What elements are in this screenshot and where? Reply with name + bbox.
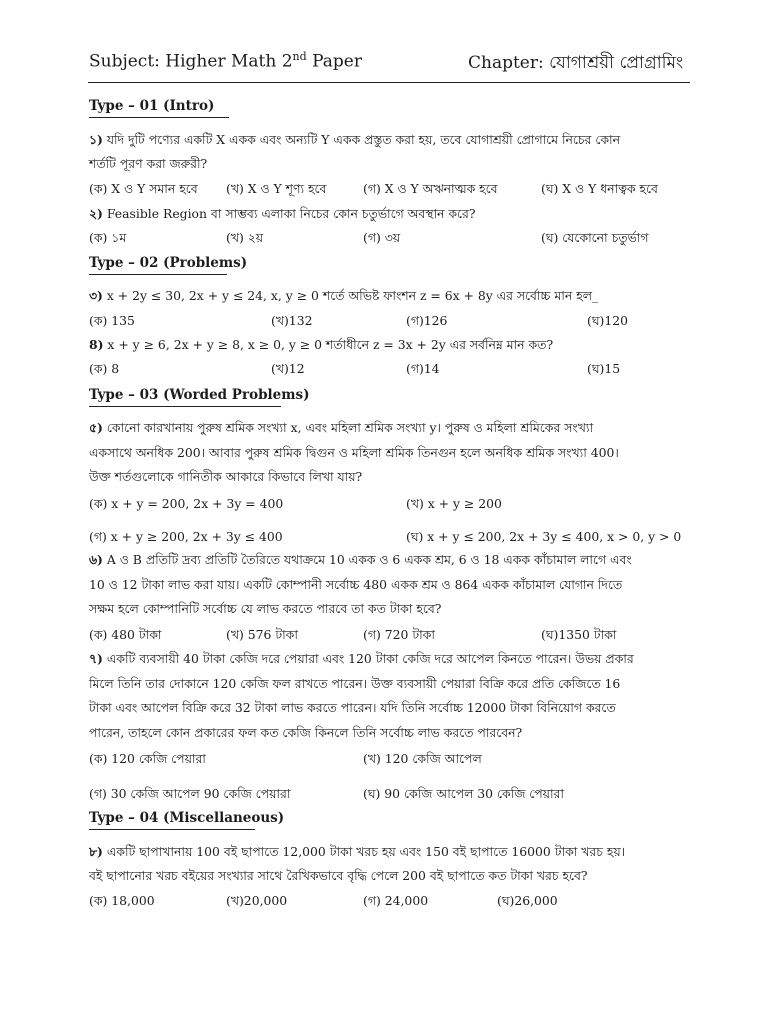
- question-8-option-c[interactable]: (গ) 24,000: [363, 893, 429, 908]
- question-2-number: ২): [89, 206, 103, 221]
- subject-superscript: nd: [292, 50, 307, 63]
- question-2-option-c[interactable]: (গ) ৩য়: [363, 230, 401, 245]
- question-2-option-b[interactable]: (খ) ২য়: [226, 230, 264, 245]
- question-6-option-d[interactable]: (ঘ)1350 টাকা: [541, 627, 617, 642]
- question-7-line-3: টাকা এবং আপেল বিক্রি করে 32 টাকা লাভ করতে পারেন। যদি তিনি সর্বোচ্চ 12000 টাকা বিনিয়োগ করতে: [89, 700, 616, 715]
- question-7-line-1: [89, 651, 634, 671]
- type-04-underline: [89, 829, 255, 830]
- question-1-option-c[interactable]: (গ) X ও Y অঋনাত্মক হবে: [363, 181, 498, 196]
- type-04-heading: Type – 04 (Miscellaneous): [89, 810, 285, 826]
- question-4-line-1: [89, 337, 553, 357]
- question-3-number: ৩): [89, 288, 103, 303]
- question-5-option-d[interactable]: (ঘ) x + y ≤ 200, 2x + 3y ≤ 400, x > 0, y > 0: [406, 529, 682, 544]
- question-8-line-2: বই ছাপানোর খরচ বইয়ের সংখ্যার সাথে রৈখিকভাবে বৃদ্ধি পেলে 200 বই ছাপাতে কত টাকা খরচ হবে?: [89, 868, 588, 883]
- question-4-text-1: x + y ≥ 6, 2x + y ≥ 8, x ≥ 0, y ≥ 0 শর্তাধীনে z = 3x + 2y এর সর্বনিম্ন মান কত?: [103, 337, 554, 352]
- question-2-option-a[interactable]: (ক) ১ম: [89, 230, 127, 245]
- question-4-option-c[interactable]: (গ)14: [406, 361, 440, 376]
- question-3-option-b[interactable]: (খ)132: [271, 313, 313, 328]
- question-6-line-1: [89, 552, 632, 572]
- question-7-line-4: পারেন, তাহলে কোন প্রকারের ফল কত কেজি কিনলে তিনি সর্বোচ্চ লাভ করতে পারবেন?: [89, 725, 523, 740]
- question-8-option-a[interactable]: (ক) 18,000: [89, 893, 155, 908]
- question-1-option-b[interactable]: (খ) X ও Y শূণ্য হবে: [226, 181, 327, 196]
- question-7-option-b[interactable]: (খ) 120 কেজি আপেল: [363, 751, 482, 766]
- question-2-line-1: [89, 206, 476, 226]
- question-6-text-1: A ও B প্রতিটি দ্রব্য প্রতিটি তৈরিতে যথাক্রমে 10 একক ও 6 একক শ্রম, 6 ও 18 একক কাঁচামাল লাগে এবং: [102, 552, 632, 567]
- question-5-line-3: উক্ত শর্তগুলোকে গানিতীক আকারে কিভাবে লিখা যায়?: [89, 469, 363, 484]
- type-02-heading: Type – 02 (Problems): [89, 255, 248, 271]
- type-03-underline: [89, 406, 281, 407]
- question-2-option-d[interactable]: (ঘ) যেকোনো চতুর্ভাগ: [541, 230, 649, 245]
- question-3-option-c[interactable]: (গ)126: [406, 313, 448, 328]
- type-01-underline: [89, 117, 229, 118]
- question-8-number: ৮): [89, 844, 103, 859]
- question-6-line-2: 10 ও 12 টাকা লাভ করা যায়। একটি কোম্পানী সর্বোচ্চ 480 একক শ্রম ও 864 একক কাঁচামাল যোগান দিতে: [89, 577, 623, 592]
- type-02-underline: [89, 274, 227, 275]
- question-6-option-a[interactable]: (ক) 480 টাকা: [89, 627, 162, 642]
- question-5-option-a[interactable]: (ক) x + y = 200, 2x + 3y = 400: [89, 496, 284, 511]
- type-03-heading: Type – 03 (Worded Problems): [89, 387, 310, 403]
- question-1-option-a[interactable]: (ক) X ও Y সমান হবে: [89, 181, 198, 196]
- question-3-option-a[interactable]: (ক) 135: [89, 313, 135, 328]
- question-7-number: ৭): [89, 651, 103, 666]
- subject-suffix: Paper: [306, 51, 362, 72]
- subject-header: [89, 50, 362, 72]
- question-8-text-1: একটি ছাপাখানায় 100 বই ছাপাতে 12,000 টাকা খরচ হয় এবং 150 বই ছাপাতে 16000 টাকা খরচ হয়।: [102, 844, 626, 859]
- question-7-option-a[interactable]: (ক) 120 কেজি পেয়ারা: [89, 751, 206, 766]
- question-5-option-b[interactable]: (খ) x + y ≥ 200: [406, 496, 502, 511]
- question-7-option-d[interactable]: (ঘ) 90 কেজি আপেল 30 কেজি পেয়ারা: [363, 786, 564, 801]
- question-3-option-d[interactable]: (ঘ)120: [587, 313, 628, 328]
- question-4-number: 8): [89, 337, 104, 352]
- question-1-line-2: শর্তটি পূরণ করা জরুরী?: [89, 156, 208, 171]
- question-4-option-b[interactable]: (খ)12: [271, 361, 305, 376]
- header-divider: [88, 82, 690, 83]
- question-8-option-d[interactable]: (ঘ)26,000: [497, 893, 558, 908]
- question-6-line-3: সক্ষম হলে কোম্পানিটি সর্বোচ্চ যে লাভ করতে পারবে তা কত টাকা হবে?: [89, 601, 442, 616]
- question-8-option-b[interactable]: (খ)20,000: [226, 893, 288, 908]
- question-3-text-1: x + 2y ≤ 30, 2x + y ≤ 24, x, y ≥ 0 শর্তে অভিষ্ট ফাংশন z = 6x + 8y এর সর্বোচ্চ মান হল_: [102, 288, 599, 303]
- question-2-text-1: Feasible Region বা সাম্ভব্য এলাকা নিচের কোন চতুর্ভাগে অবস্থান করে?: [102, 206, 476, 221]
- question-5-number: ৫): [89, 420, 103, 435]
- question-4-option-a[interactable]: (ক) 8: [89, 361, 120, 376]
- question-6-option-b[interactable]: (খ) 576 টাকা: [226, 627, 298, 642]
- question-5-line-2: একসাথে অনধিক 200। আবার পুরুষ শ্রমিক দ্বিগুন ও মহিলা শ্রমিক তিনগুন হলে অনধিক শ্রমিক সংখ্যা 400।: [89, 445, 619, 460]
- question-4-option-d[interactable]: (ঘ)15: [587, 361, 621, 376]
- question-3-line-1: [89, 288, 598, 308]
- question-6-option-c[interactable]: (গ) 720 টাকা: [363, 627, 435, 642]
- question-1-line-1: [89, 132, 620, 152]
- question-7-text-1: একটি ব্যবসায়ী 40 টাকা কেজি দরে পেয়ারা এবং 120 টাকা কেজি দরে আপেল কিনতে পারেন। উভয় প্রকার: [102, 651, 634, 666]
- question-5-option-c[interactable]: (গ) x + y ≥ 200, 2x + 3y ≤ 400: [89, 529, 283, 544]
- question-5-text-1: কোনো কারখানায় পুরুষ শ্রমিক সংখ্যা x, এবং মহিলা শ্রমিক সংখ্যা y। পুরুষ ও মহিলা শ্রমিকের সংখ্যা: [102, 420, 594, 435]
- question-1-text-1: যদি দুটি পণ্যের একটি X একক এবং অন্যটি Y একক প্রস্তুত করা হয়, তবে যোগাশ্রয়ী প্রোগামে নিচের কোন: [102, 132, 621, 147]
- question-8-line-1: [89, 844, 625, 864]
- subject-label: Subject: Higher Math 2: [89, 51, 293, 72]
- type-01-heading: Type – 01 (Intro): [89, 98, 215, 114]
- chapter-header: Chapter: যোগাশ্রয়ী প্রোগ্রামিং: [468, 53, 684, 73]
- question-5-line-1: [89, 420, 593, 440]
- question-1-option-d[interactable]: (ঘ) X ও Y ধনাত্বক হবে: [541, 181, 658, 196]
- question-7-option-c[interactable]: (গ) 30 কেজি আপেল 90 কেজি পেয়ারা: [89, 786, 291, 801]
- question-1-number: ১): [89, 132, 103, 147]
- question-7-line-2: মিলে তিনি তার দোকানে 120 কেজি ফল রাখতে পারেন। উক্ত ব্যবসায়ী পেয়ারা বিক্রি করে প্রতি কেজিতে 16: [89, 676, 621, 691]
- question-6-number: ৬): [89, 552, 103, 567]
